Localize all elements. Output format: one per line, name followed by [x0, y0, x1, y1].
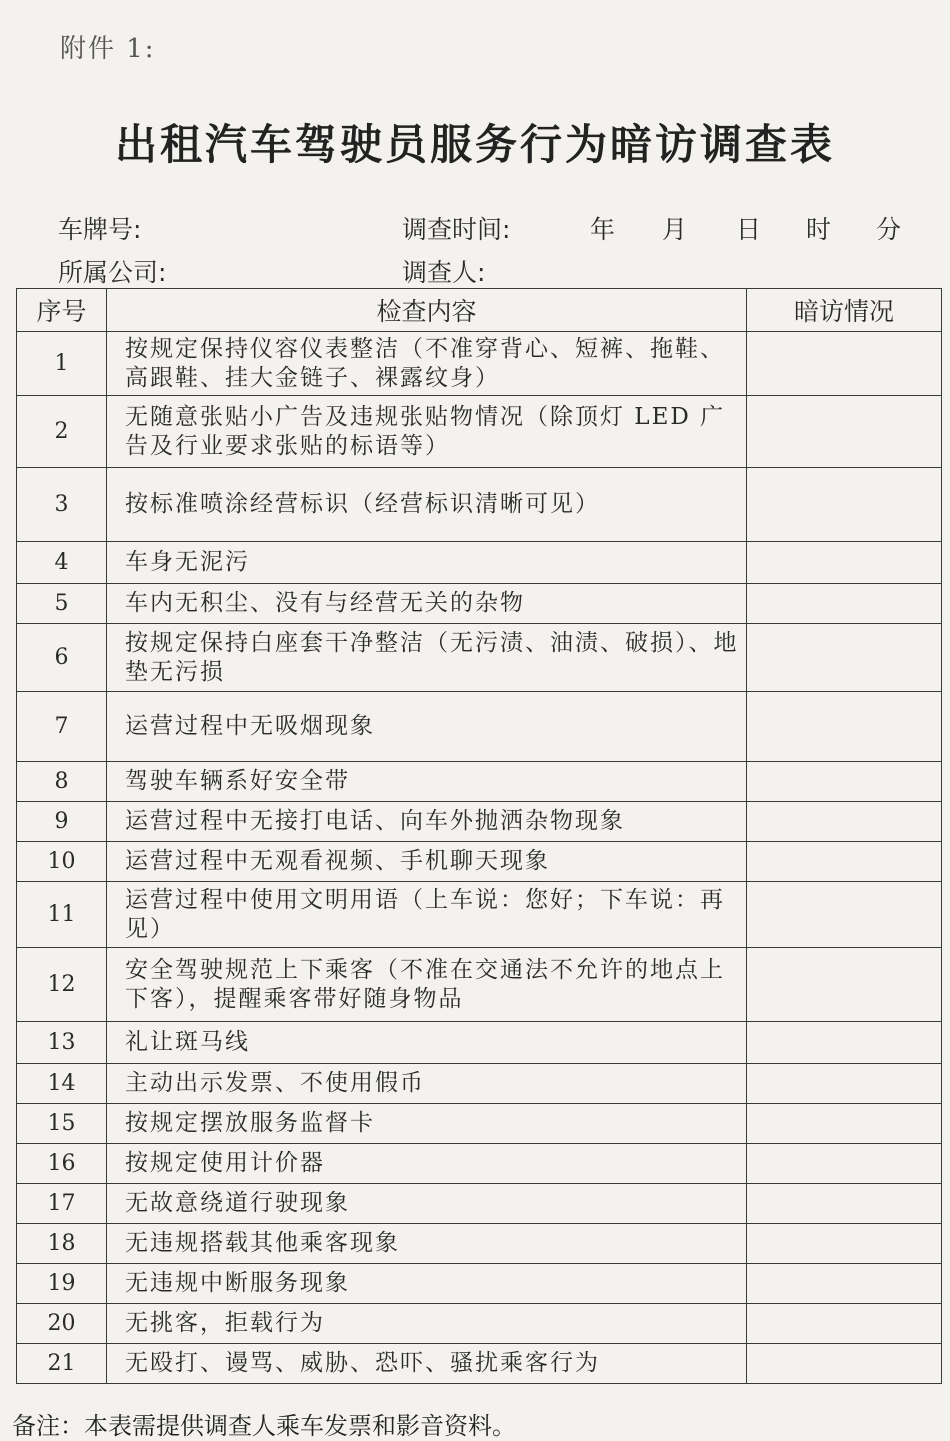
row-result-cell[interactable] — [747, 802, 942, 842]
row-number: 10 — [17, 842, 107, 882]
row-number: 15 — [17, 1104, 107, 1144]
row-result-cell[interactable] — [747, 468, 942, 542]
investigator-label: 调查人: — [402, 258, 486, 287]
row-number: 21 — [17, 1344, 107, 1384]
table-row — [17, 1264, 942, 1304]
row-result-cell[interactable] — [747, 1144, 942, 1184]
row-number: 6 — [17, 624, 107, 692]
row-content: 安全驾驶规范上下乘客（不准在交通法不允许的地点上下客），提醒乘客带好随身物品 — [107, 948, 747, 1022]
row-result-cell[interactable] — [747, 1104, 942, 1144]
company-label: 所属公司: — [58, 258, 167, 287]
row-content: 无殴打、谩骂、威胁、恐吓、骚扰乘客行为 — [107, 1344, 747, 1384]
table-row — [17, 1304, 942, 1344]
row-result-cell[interactable] — [747, 842, 942, 882]
row-number: 9 — [17, 802, 107, 842]
row-number: 19 — [17, 1264, 107, 1304]
row-content: 运营过程中无接打电话、向车外抛洒杂物现象 — [107, 802, 747, 842]
table-row — [17, 948, 942, 1022]
row-number: 11 — [17, 882, 107, 948]
row-number: 8 — [17, 762, 107, 802]
row-number: 1 — [17, 332, 107, 396]
row-content: 无挑客，拒载行为 — [107, 1304, 747, 1344]
row-result-cell[interactable] — [747, 542, 942, 584]
row-number: 18 — [17, 1224, 107, 1264]
time-unit-month: 月 — [662, 215, 688, 244]
row-result-cell[interactable] — [747, 1304, 942, 1344]
time-unit-day: 日 — [736, 215, 762, 244]
row-content: 按规定摆放服务监督卡 — [107, 1104, 747, 1144]
row-number: 5 — [17, 584, 107, 624]
survey-time-label: 调查时间: — [402, 215, 511, 244]
table-row — [17, 624, 942, 692]
row-result-cell[interactable] — [747, 584, 942, 624]
row-result-cell[interactable] — [747, 762, 942, 802]
row-result-cell[interactable] — [747, 1064, 942, 1104]
table-row — [17, 692, 942, 762]
row-result-cell[interactable] — [747, 1184, 942, 1224]
row-content: 按标准喷涂经营标识（经营标识清晰可见） — [107, 468, 747, 542]
page-title: 出租汽车驾驶员服务行为暗访调查表 — [114, 120, 835, 169]
footnote: 备注：本表需提供调查人乘车发票和影音资料。 — [12, 1412, 516, 1440]
row-content: 车内无积尘、没有与经营无关的杂物 — [107, 584, 747, 624]
row-number: 13 — [17, 1022, 107, 1064]
header-no: 序号 — [17, 289, 107, 332]
row-number: 2 — [17, 396, 107, 468]
table-row — [17, 468, 942, 542]
row-result-cell[interactable] — [747, 332, 942, 396]
row-number: 3 — [17, 468, 107, 542]
plate-label: 车牌号: — [58, 215, 142, 244]
table-row — [17, 842, 942, 882]
row-result-cell[interactable] — [747, 882, 942, 948]
table-row — [17, 1022, 942, 1064]
row-content: 运营过程中无吸烟现象 — [107, 692, 747, 762]
row-result-cell[interactable] — [747, 624, 942, 692]
table-row — [17, 1224, 942, 1264]
table-row — [17, 396, 942, 468]
row-result-cell[interactable] — [747, 1224, 942, 1264]
row-result-cell[interactable] — [747, 1264, 942, 1304]
row-content: 运营过程中使用文明用语（上车说：您好；下车说：再见） — [107, 882, 747, 948]
time-unit-year: 年 — [590, 215, 616, 244]
table-row — [17, 332, 942, 396]
row-content: 无随意张贴小广告及违规张贴物情况（除顶灯 LED 广告及行业要求张贴的标语等） — [107, 396, 747, 468]
table-row — [17, 762, 942, 802]
row-number: 12 — [17, 948, 107, 1022]
row-content: 按规定使用计价器 — [107, 1144, 747, 1184]
row-content: 礼让斑马线 — [107, 1022, 747, 1064]
table-row — [17, 584, 942, 624]
row-number: 20 — [17, 1304, 107, 1344]
row-content: 无故意绕道行驶现象 — [107, 1184, 747, 1224]
table-header-row — [17, 289, 942, 332]
table-row — [17, 882, 942, 948]
time-unit-minute: 分 — [876, 215, 902, 244]
row-number: 17 — [17, 1184, 107, 1224]
row-result-cell[interactable] — [747, 396, 942, 468]
table-row — [17, 1344, 942, 1384]
row-result-cell[interactable] — [747, 1344, 942, 1384]
time-unit-hour: 时 — [806, 215, 832, 244]
row-content: 按规定保持白座套干净整洁（无污渍、油渍、破损）、地垫无污损 — [107, 624, 747, 692]
row-content: 运营过程中无观看视频、手机聊天现象 — [107, 842, 747, 882]
row-content: 主动出示发票、不使用假币 — [107, 1064, 747, 1104]
table-row — [17, 542, 942, 584]
row-content: 无违规中断服务现象 — [107, 1264, 747, 1304]
table-row — [17, 802, 942, 842]
row-number: 4 — [17, 542, 107, 584]
header-result: 暗访情况 — [747, 289, 942, 332]
row-content: 无违规搭载其他乘客现象 — [107, 1224, 747, 1264]
inspection-table — [16, 288, 942, 1384]
row-number: 16 — [17, 1144, 107, 1184]
row-result-cell[interactable] — [747, 1022, 942, 1064]
header-content: 检查内容 — [107, 289, 747, 332]
row-number: 14 — [17, 1064, 107, 1104]
table-row — [17, 1184, 942, 1224]
row-result-cell[interactable] — [747, 948, 942, 1022]
row-content: 驾驶车辆系好安全带 — [107, 762, 747, 802]
attachment-label: 附件 1: — [60, 34, 156, 64]
table-row — [17, 1064, 942, 1104]
table-row — [17, 1144, 942, 1184]
row-content: 车身无泥污 — [107, 542, 747, 584]
table-row — [17, 1104, 942, 1144]
row-result-cell[interactable] — [747, 692, 942, 762]
row-content: 按规定保持仪容仪表整洁（不准穿背心、短裤、拖鞋、高跟鞋、挂大金链子、裸露纹身） — [107, 332, 747, 396]
row-number: 7 — [17, 692, 107, 762]
